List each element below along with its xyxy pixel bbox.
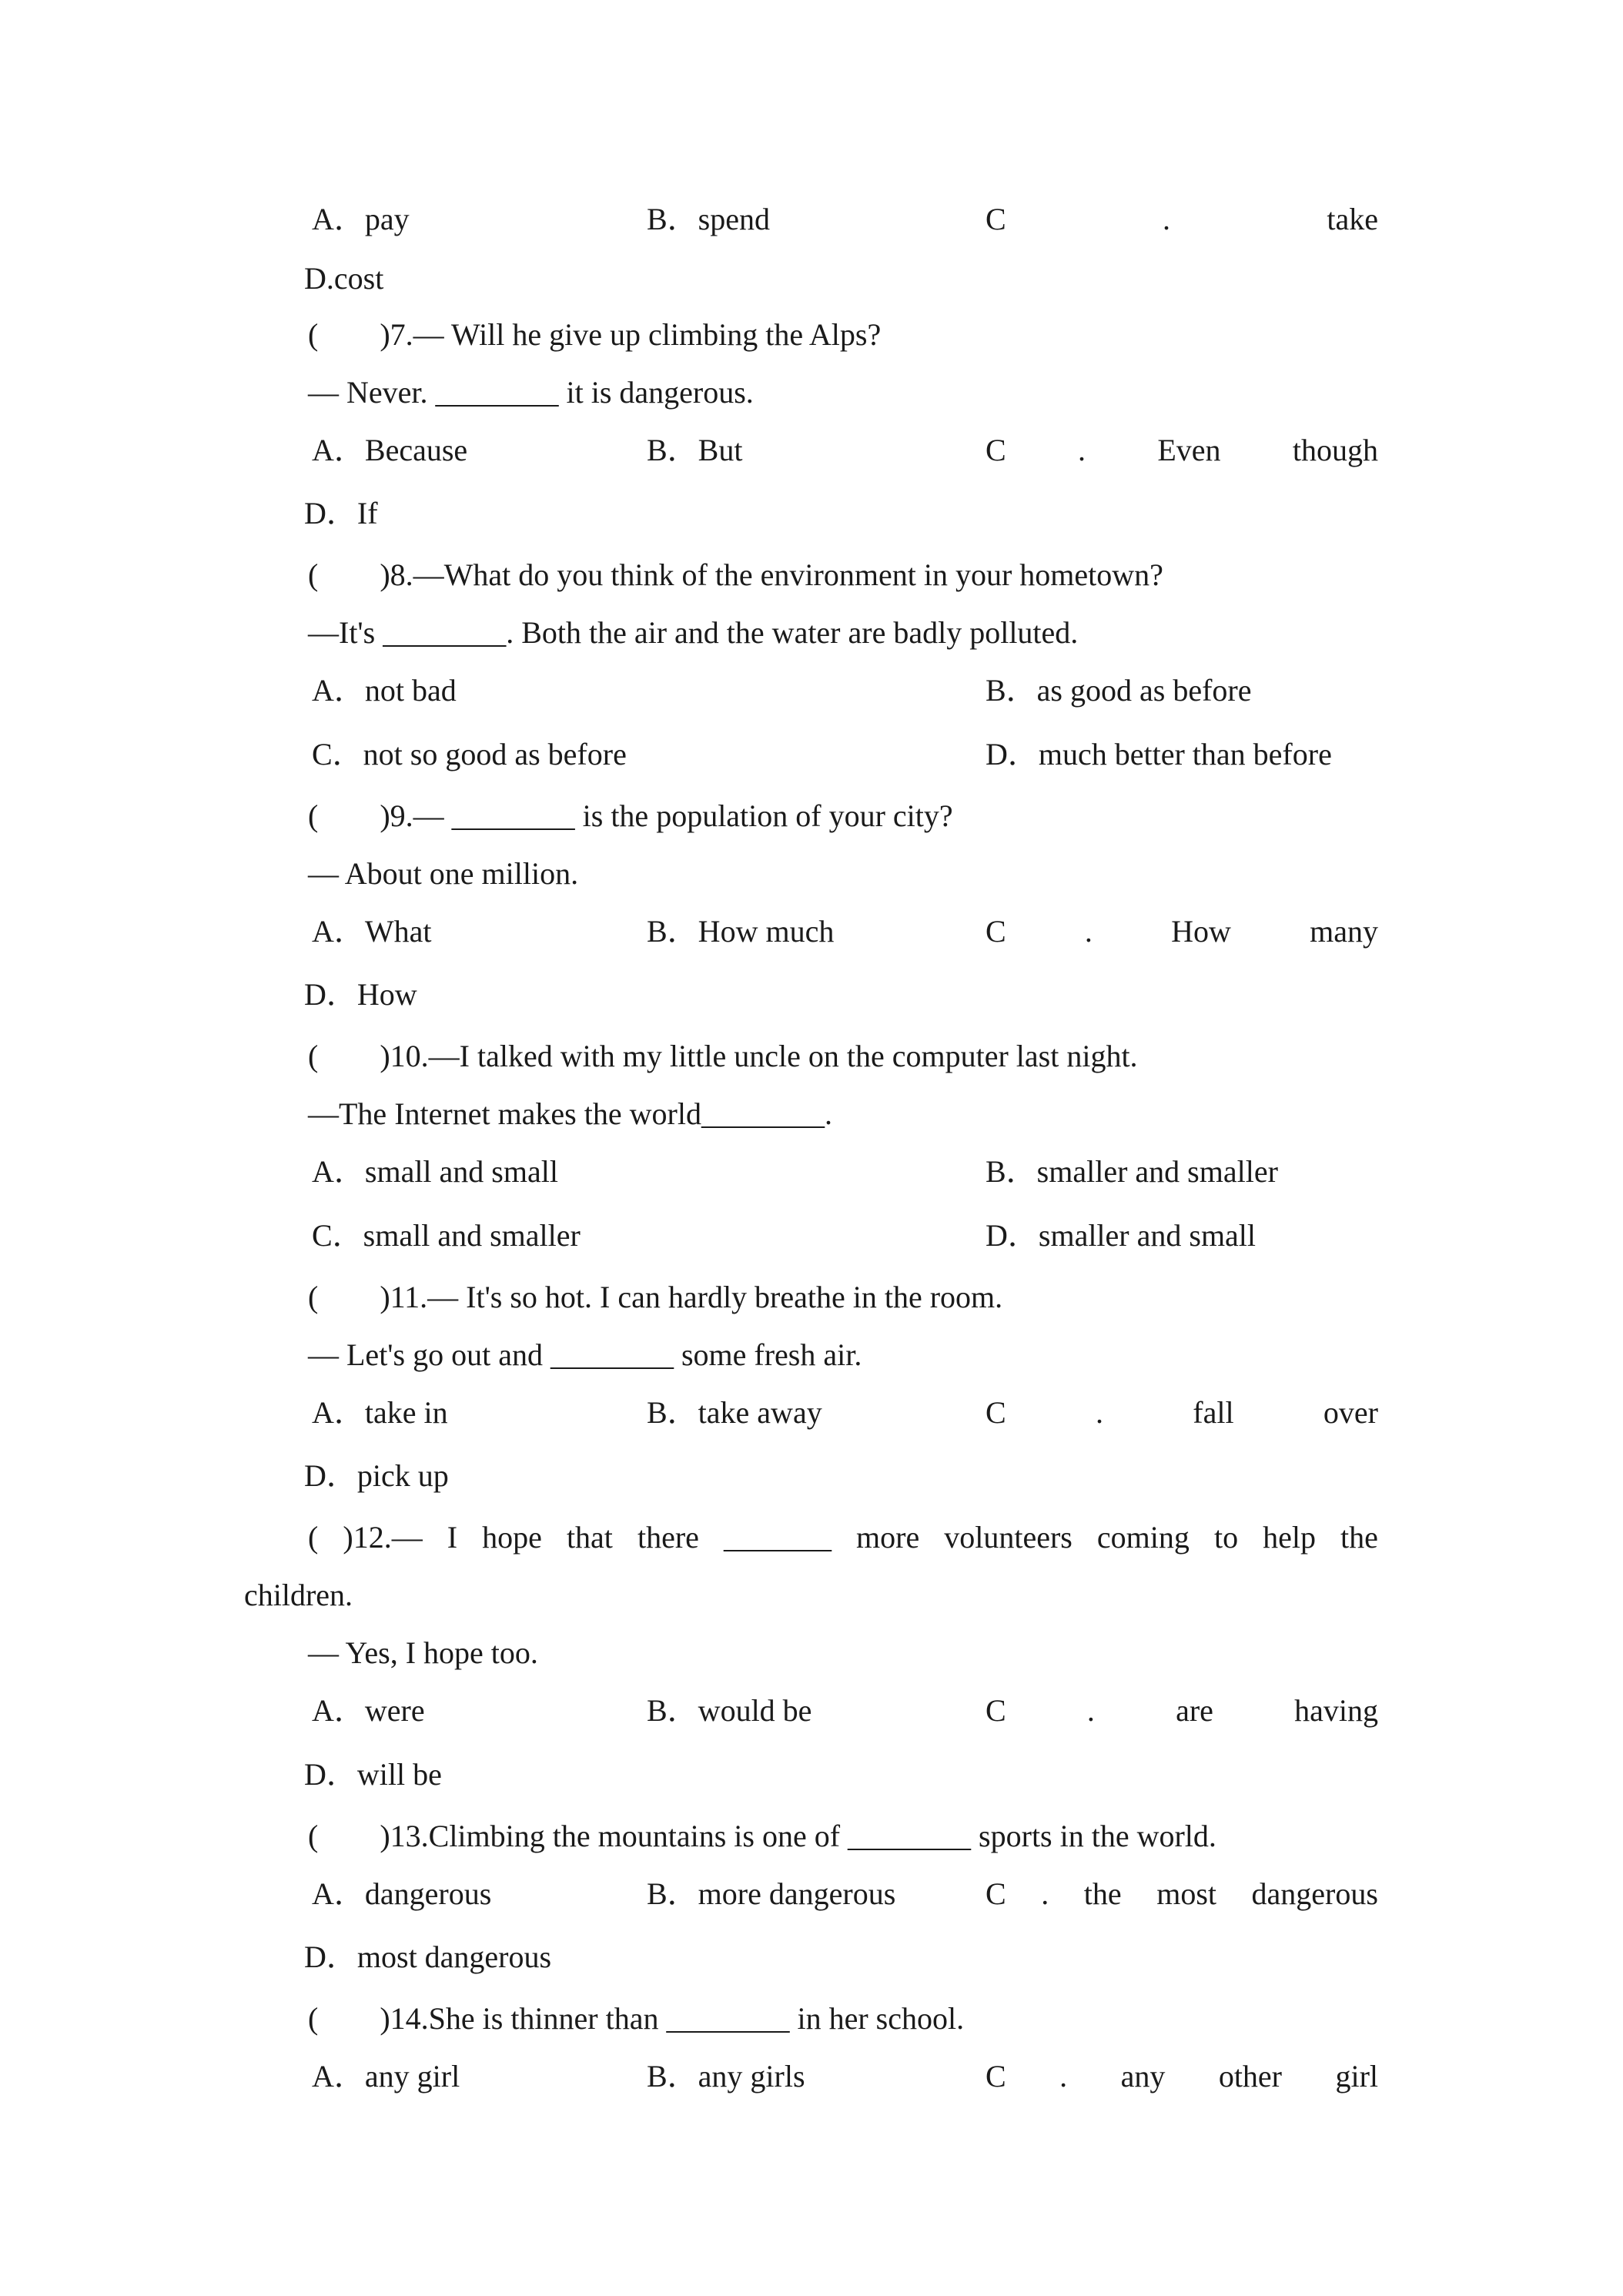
q12-stem-word: coming bbox=[1096, 1520, 1190, 1555]
q10-stem: ( )10.—I talked with my little uncle on the computer last night. bbox=[308, 1039, 1138, 1073]
q9-option-c bbox=[986, 912, 1378, 951]
q9-option-d: D．How bbox=[304, 977, 417, 1012]
q8-option-d: D．much better than before bbox=[986, 737, 1332, 771]
q9-reply: — About one million. bbox=[308, 856, 579, 891]
q11-option-c bbox=[986, 1394, 1378, 1432]
q13-stem: ( )13.Climbing the mountains is one of ________ sports in the world. bbox=[308, 1819, 1216, 1853]
q6-option-a: A．pay bbox=[312, 202, 410, 236]
q10-option-a: A．small and small bbox=[312, 1154, 558, 1189]
q12-stem-word: the bbox=[1340, 1520, 1378, 1555]
q12-option-c-word: having bbox=[1294, 1693, 1378, 1728]
q11-stem: ( )11.— It's so hot. I can hardly breathe in the room. bbox=[308, 1280, 1003, 1314]
q12-stem-word: that bbox=[566, 1520, 613, 1555]
q14-option-c-word: other bbox=[1218, 2059, 1282, 2094]
q11-reply: — Let's go out and ________ some fresh air. bbox=[308, 1337, 862, 1372]
q6-option-c-dot: . bbox=[1163, 202, 1171, 236]
q7-option-a: A．Because bbox=[312, 433, 468, 467]
q7-option-d: D．If bbox=[304, 496, 378, 530]
q10-option-b: B．smaller and smaller bbox=[986, 1154, 1278, 1189]
q12-stem-word: volunteers bbox=[944, 1520, 1073, 1555]
q11-option-c-word: fall bbox=[1193, 1395, 1234, 1430]
q12-option-c-dot: . bbox=[1086, 1693, 1095, 1728]
q9-option-c-dot: . bbox=[1084, 914, 1093, 949]
q9-option-c-letter: C bbox=[986, 914, 1006, 949]
q12-stem-word: there bbox=[637, 1520, 699, 1555]
q12-stem-continued: children. bbox=[244, 1578, 353, 1612]
q14-option-c bbox=[986, 2057, 1378, 2096]
q13-option-c-word: dangerous bbox=[1251, 1876, 1378, 1911]
q14-option-c-letter: C bbox=[986, 2059, 1006, 2094]
q7-option-c-dot: . bbox=[1078, 433, 1086, 467]
q7-option-c-letter: C bbox=[986, 433, 1006, 467]
q7-option-c bbox=[986, 431, 1378, 470]
q12-stem-blank: _______ bbox=[723, 1520, 832, 1555]
q14-option-a: A．any girl bbox=[312, 2059, 460, 2094]
q13-option-c bbox=[986, 1875, 1378, 1913]
q12-stem-word: hope bbox=[482, 1520, 542, 1555]
q9-option-b: B．How much bbox=[647, 914, 835, 949]
q10-option-d: D．smaller and small bbox=[986, 1218, 1257, 1253]
q14-option-b: B．any girls bbox=[647, 2059, 805, 2094]
q8-option-a: A．not bad bbox=[312, 673, 457, 708]
q7-option-c-word: though bbox=[1292, 433, 1378, 467]
q7-option-c-word: Even bbox=[1157, 433, 1221, 467]
q12-reply: — Yes, I hope too. bbox=[308, 1635, 538, 1670]
q14-option-c-dot: . bbox=[1059, 2059, 1068, 2094]
q6-option-c-text: take bbox=[1327, 202, 1378, 236]
q14-option-c-word: any bbox=[1120, 2059, 1166, 2094]
q12-stem-word: ( bbox=[308, 1520, 319, 1555]
q6-option-c bbox=[986, 200, 1378, 239]
q13-option-d: D．most dangerous bbox=[304, 1940, 552, 1974]
q7-stem: ( )7.— Will he give up climbing the Alps? bbox=[308, 317, 882, 352]
q8-option-b: B．as good as before bbox=[986, 673, 1252, 708]
q6-option-b: B．spend bbox=[647, 202, 770, 236]
q13-option-b: B．more dangerous bbox=[647, 1876, 896, 1911]
q11-option-a: A．take in bbox=[312, 1395, 448, 1430]
q13-option-c-letter: C bbox=[986, 1876, 1006, 1911]
q11-option-c-dot: . bbox=[1095, 1395, 1103, 1430]
q12-option-c-word: are bbox=[1176, 1693, 1213, 1728]
q12-stem-word: help bbox=[1263, 1520, 1316, 1555]
q12-option-c-letter: C bbox=[986, 1693, 1006, 1728]
q12-option-d: D．will be bbox=[304, 1757, 442, 1792]
q7-reply: — Never. ________ it is dangerous. bbox=[308, 375, 754, 410]
q13-option-c-word: the bbox=[1083, 1876, 1122, 1911]
q13-option-c-dot: . bbox=[1041, 1876, 1049, 1911]
q9-option-c-word: How bbox=[1171, 914, 1231, 949]
q11-option-b: B．take away bbox=[647, 1395, 822, 1430]
q13-option-c-word: most bbox=[1156, 1876, 1216, 1911]
q12-stem bbox=[308, 1518, 1378, 1557]
q12-stem-word: to bbox=[1213, 1520, 1239, 1555]
q10-reply: —The Internet makes the world________. bbox=[308, 1096, 832, 1131]
q8-stem: ( )8.—What do you think of the environment in your hometown? bbox=[308, 557, 1163, 592]
q12-option-b: B．would be bbox=[647, 1693, 812, 1728]
q7-option-b: B．But bbox=[647, 433, 743, 467]
q11-option-c-word: over bbox=[1323, 1395, 1378, 1430]
q6-option-c-letter: C bbox=[986, 202, 1006, 236]
q9-option-a: A．What bbox=[312, 914, 432, 949]
q12-stem-word: )12.— bbox=[343, 1520, 423, 1555]
q12-option-a: A．were bbox=[312, 1693, 425, 1728]
q8-reply: —It's ________. Both the air and the water are badly polluted. bbox=[308, 615, 1079, 650]
q14-stem: ( )14.She is thinner than ________ in her school. bbox=[308, 2001, 965, 2036]
q6-option-d: D.cost bbox=[304, 261, 384, 296]
q8-option-c: C．not so good as before bbox=[312, 737, 627, 771]
q12-stem-word: more bbox=[856, 1520, 920, 1555]
q12-option-c bbox=[986, 1692, 1378, 1730]
q11-option-d: D．pick up bbox=[304, 1458, 449, 1493]
q9-stem: ( )9.— ________ is the population of your city? bbox=[308, 798, 953, 833]
q14-option-c-word: girl bbox=[1335, 2059, 1378, 2094]
q10-option-c: C．small and smaller bbox=[312, 1218, 581, 1253]
q12-stem-word: I bbox=[447, 1520, 458, 1555]
q9-option-c-word: many bbox=[1310, 914, 1378, 949]
q13-option-a: A．dangerous bbox=[312, 1876, 492, 1911]
q11-option-c-letter: C bbox=[986, 1395, 1006, 1430]
